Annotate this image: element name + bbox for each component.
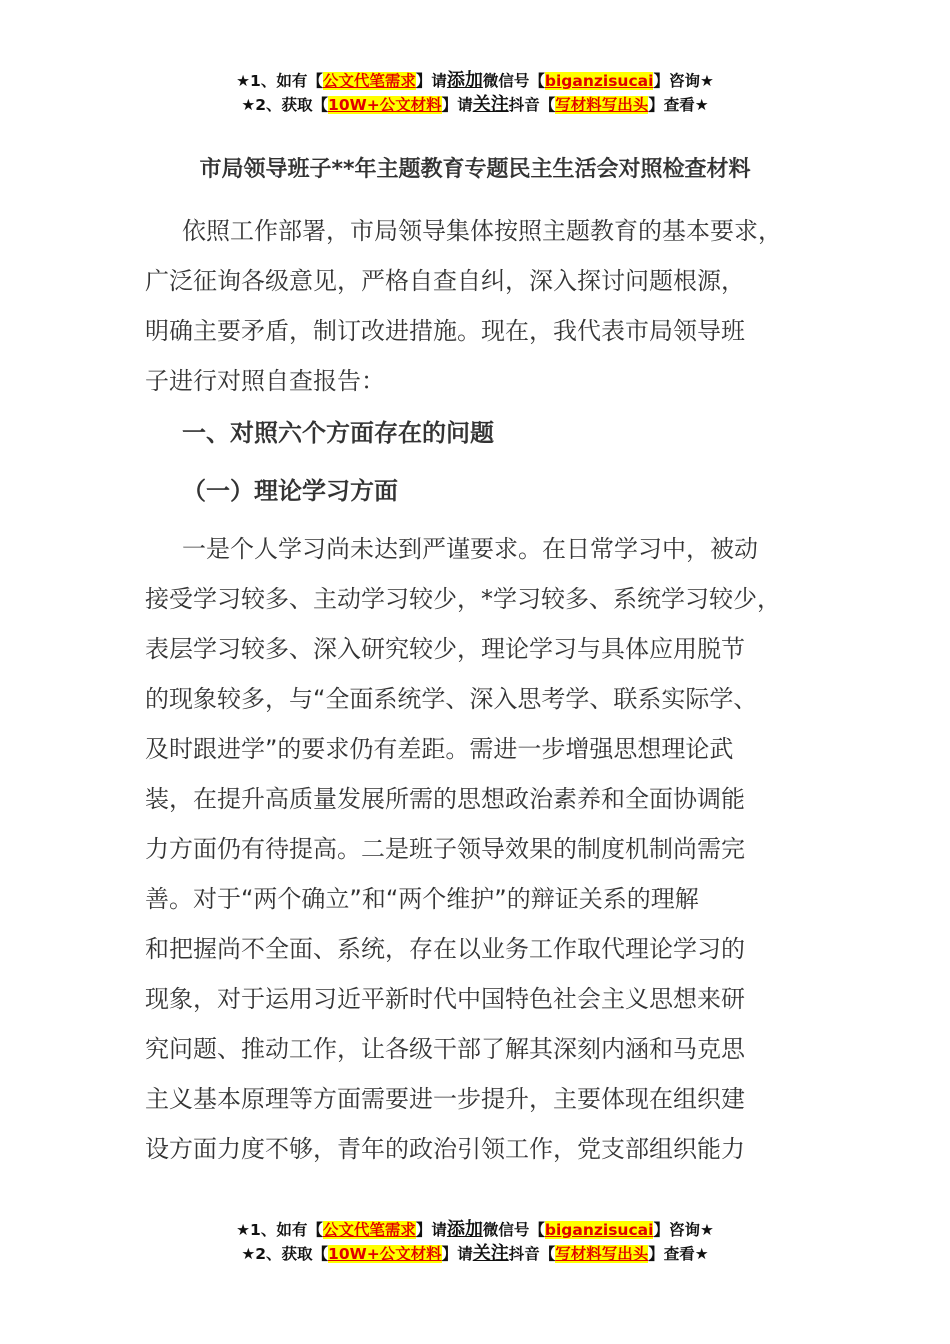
intro-line: 子进行对照自查报告： [145,367,385,395]
promo-line-1: ★1、如有【公文代笔需求】请添加微信号【biganzisucai】咨询★ [236,70,714,91]
para-line: 及时跟进学”的要求仍有差距。需进一步增强思想理论武 [145,735,734,763]
para-line: 主义基本原理等方面需要进一步提升，主要体现在组织建 [145,1085,745,1113]
para-line: 一是个人学习尚未达到严谨要求。在日常学习中，被动 [182,535,758,563]
para-line: 善。对于“两个确立”和“两个维护”的辩证关系的理解 [145,885,699,913]
promo-banner-top [0,69,950,117]
para-line: 和把握尚不全面、系统，存在以业务工作取代理论学习的 [145,935,745,963]
para-line: 设方面力度不够，青年的政治引领工作，党支部组织能力 [145,1135,745,1163]
para-line: 究问题、推动工作，让各级干部了解其深刻内涵和马克思 [145,1035,745,1063]
para-line: 的现象较多，与“全面系统学、深入思考学、联系实际学、 [145,685,758,713]
para-line: 装，在提升高质量发展所需的思想政治素养和全面协调能 [145,785,745,813]
intro-line: 广泛征询各级意见，严格自查自纠，深入探讨问题根源， [145,267,745,295]
promo-line-1: ★1、如有【公文代笔需求】请添加微信号【biganzisucai】咨询★ [236,1219,714,1240]
para-line: 力方面仍有待提高。二是班子领导效果的制度机制尚需完 [145,835,745,863]
section-heading: 一、对照六个方面存在的问题 [182,419,494,447]
para-line: 接受学习较多、主动学习较少，*学习较多、系统学习较少， [145,585,781,613]
promo-line-2: ★2、获取【10W+公文材料】请关注抖音【写材料写出头】查看★ [241,94,709,115]
document-title: 市局领导班子**年主题教育专题民主生活会对照检查材料 [199,157,751,182]
promo-banner-bottom [0,1218,950,1266]
para-line: 表层学习较多、深入研究较少，理论学习与具体应用脱节 [145,635,745,663]
para-line: 现象，对于运用习近平新时代中国特色社会主义思想来研 [145,985,745,1013]
subsection-heading: （一）理论学习方面 [182,477,398,505]
intro-line: 依照工作部署，市局领导集体按照主题教育的基本要求， [182,217,782,245]
document-body [145,206,825,1174]
intro-line: 明确主要矛盾，制订改进措施。现在，我代表市局领导班 [145,317,745,345]
promo-line-2: ★2、获取【10W+公文材料】请关注抖音【写材料写出头】查看★ [241,1243,709,1264]
